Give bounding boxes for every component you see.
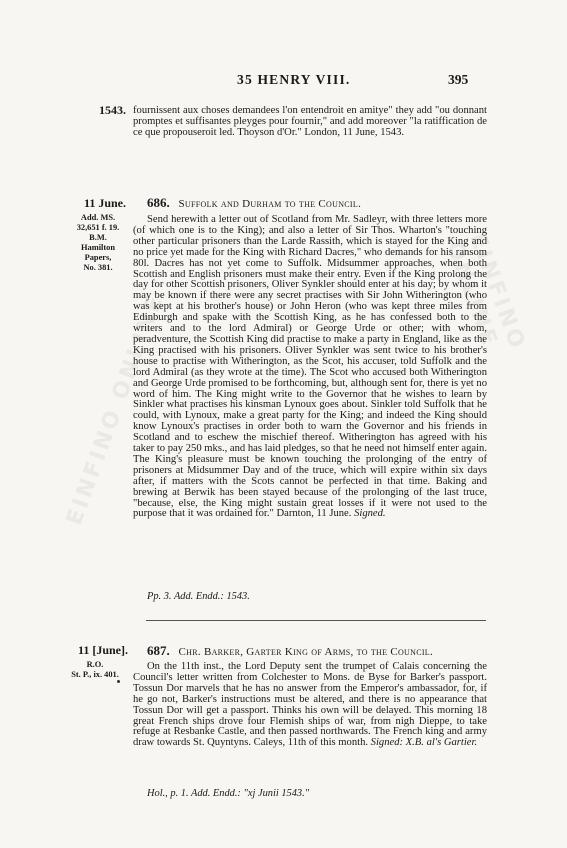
signed-note: Signed. bbox=[354, 508, 386, 520]
entry-686-margin: 11 June. Add. MS. 32,651 f. 19. B.M. Hamilton Papers, No. 381. bbox=[70, 196, 126, 273]
margin-year: 1543. bbox=[99, 103, 126, 117]
continuation-text: fournissent aux choses demandees l'on entendroit en amitye" they add "ou donnant promptes et suffisantes pleyges pour fournir," and add moreover "la ratiffication de ce que propouseroit led. Thoyson d'Or." London, 11 June, 1543. bbox=[133, 105, 487, 138]
entry-687-text: On the 11th inst., the Lord Deputy sent the trumpet of Calais concerning the Council's letter written from Colchester to Mons. de Byse for Barker's passport. Tossun Dor marvels that he has no answer from the Emperor's ambassador, for, if he go not, Barker's instructions must be altered, and there is no appearance that Tossun Dor will get a passport. Thinks his own will be delayed. This morning 18 great French ships drove four Flemish ships of war, from nigh Dieppe, to take refuge at Resbanke Castle, and then passed northwards. The French king and army draw towards St. Quyntyns. Caleys, 11th of this month. Signed: X.B. al's Gartier. bbox=[133, 661, 487, 749]
entry-687-margin: 11 [June]. R.O. St. P., ix. 401. bbox=[62, 643, 128, 680]
running-head bbox=[0, 72, 567, 88]
ink-mark bbox=[117, 680, 120, 683]
entry-number: 687. bbox=[147, 643, 170, 658]
watermark: EINFINO ONLINE bbox=[441, 230, 531, 355]
entry-686-endnote: Pp. 3. Add. Endd.: 1543. bbox=[147, 591, 250, 602]
running-head-title: 35 HENRY VIII. bbox=[237, 72, 351, 87]
signed-note: Signed: X.B. al's Gartier. bbox=[370, 737, 478, 749]
entry-687-endnote: Hol., p. 1. Add. Endd.: "xj Junii 1543." bbox=[147, 788, 310, 799]
entry-686-source: Add. MS. 32,651 f. 19. B.M. Hamilton Papers, No. 381. bbox=[76, 213, 120, 272]
entry-title: Chr. Barker, Garter King of Arms, to the Council. bbox=[178, 646, 434, 658]
entry-687-source: R.O. St. P., ix. 401. bbox=[71, 660, 119, 679]
watermark: EINFINO ONLINE bbox=[62, 290, 170, 529]
entry-title: Suffolk and Durham to the Council. bbox=[178, 198, 362, 210]
divider-rule bbox=[146, 620, 486, 621]
entry-686-heading bbox=[147, 195, 361, 211]
entry-number: 686. bbox=[147, 195, 170, 210]
page-number: 395 bbox=[448, 72, 469, 87]
entry-686-text: Send herewith a letter out of Scotland from Mr. Sadleyr, with three letters more (of which one is to the King); and also a letter of Sir Thos. Wharton's "touching other particular prisoners than the Larde Rassith, which is stayed for the King and no price yet made for the King with Richard Dacres," who demands for his ransom 80l. Dacres has not yet come to Suffolk. Midsummer approaches, when both Scottish and English prisoners must make their entry. Even if the King prolong the day for other Scottish prisoners, Oliver Synkler should enter at his day; by whom it may be known if there were any secret practises with Sir John Witherington (who was kept at his brother's house) or John Heron (who was kept three miles from Edinburgh and spake with the Scottish King, as he has confessed both to the writers and to the lord Admiral) or George Urde or other; with whom, peradventure, the Scottish King did practise to make a party in England, like as the King practised with his prisoners. Oliver Synkler was sent twice to his brother's house to practise with Witherington, as the Scot, his accuser, told Suffolk and the lord Admiral (as they wrote at the time). The Scot who accused both Witherington and George Urde promised to be forthcoming, but, although sent for, there is yet no word of him. The King might write to the Governor that he wishes to learn by Sinkler what practises his kinsman Lynoux goes about. Sinkler told Suffolk that he could, with Lynoux, make a great party for the King; and indeed the King should know Lynoux's practises in order both to warn the Governor and his friends in Scotland and to eschew the mischief thereof. Witherington has agreed with his taker to pay 250 mks., and has laid pledges, so that he need not himself enter again. The King's pleasure must be known touching the prolonging of the entry of prisoners at Midsummer Day and of the truce, which will expire within six days after, if matters with the Scots cannot be perfected in that time. Baking and brewing at Berwik has been stayed because of the prolonging of the last truce, "because, else, the King might sustain great losses if it were not used to the purpose that it was ordained for." Darnton, 11 June. Signed. bbox=[133, 214, 487, 520]
entry-687-heading bbox=[147, 643, 433, 659]
